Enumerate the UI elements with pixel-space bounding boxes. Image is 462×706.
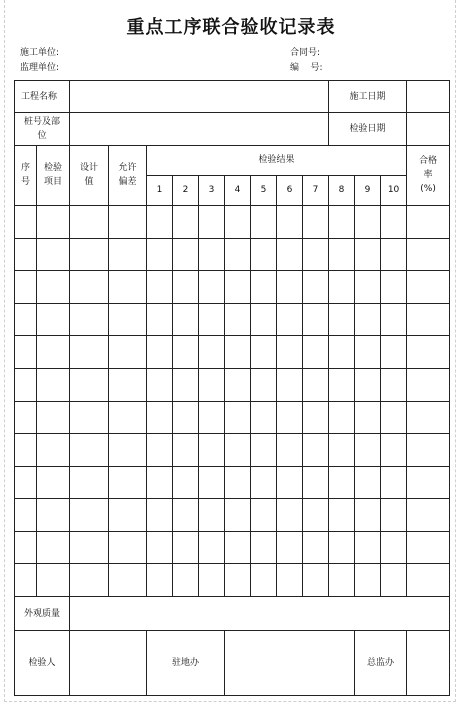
table-cell[interactable] <box>109 531 147 564</box>
table-cell[interactable] <box>329 336 355 369</box>
table-cell[interactable] <box>109 434 147 467</box>
table-cell[interactable] <box>355 303 381 336</box>
table-cell[interactable] <box>329 271 355 304</box>
table-cell[interactable] <box>37 368 70 401</box>
table-cell[interactable] <box>37 531 70 564</box>
table-cell[interactable] <box>147 401 173 434</box>
table-cell[interactable] <box>15 499 37 532</box>
col-item-header: 检验 项目 <box>37 145 70 206</box>
table-cell[interactable] <box>70 466 109 499</box>
table-cell[interactable] <box>407 434 450 467</box>
table-cell[interactable] <box>199 531 225 564</box>
table-cell[interactable] <box>251 499 277 532</box>
table-cell[interactable] <box>277 499 303 532</box>
appearance-label: 外观质量 <box>15 597 70 631</box>
table-cell[interactable] <box>109 368 147 401</box>
table-cell[interactable] <box>303 368 329 401</box>
table-row <box>15 401 450 434</box>
page-title: 重点工序联合验收记录表 <box>126 17 336 38</box>
result-col-4: 4 <box>225 175 251 205</box>
table-cell[interactable] <box>37 564 70 597</box>
table-cell[interactable] <box>355 368 381 401</box>
result-col-6: 6 <box>277 175 303 205</box>
table-cell[interactable] <box>251 531 277 564</box>
table-cell[interactable] <box>225 434 251 467</box>
table-cell[interactable] <box>225 303 251 336</box>
table-cell[interactable] <box>225 531 251 564</box>
result-col-5: 5 <box>251 175 277 205</box>
table-cell[interactable] <box>147 238 173 271</box>
table-cell[interactable] <box>15 564 37 597</box>
table-row <box>15 531 450 564</box>
table-cell[interactable] <box>251 368 277 401</box>
header-row-station <box>15 113 450 145</box>
table-cell[interactable] <box>37 336 70 369</box>
col-tolerance-header: 允许 偏差 <box>109 145 147 206</box>
table-cell[interactable] <box>173 401 199 434</box>
table-cell[interactable] <box>303 531 329 564</box>
result-col-9: 9 <box>355 175 381 205</box>
table-cell[interactable] <box>70 238 109 271</box>
chief-office-label: 总监办 <box>355 631 407 696</box>
table-cell[interactable] <box>147 271 173 304</box>
table-cell[interactable] <box>15 238 37 271</box>
table-cell[interactable] <box>37 303 70 336</box>
table-cell[interactable] <box>251 238 277 271</box>
table-cell[interactable] <box>329 238 355 271</box>
table-cell[interactable] <box>70 434 109 467</box>
table-cell[interactable] <box>355 466 381 499</box>
station-part-label: 桩号及部 位 <box>15 113 70 145</box>
table-cell[interactable] <box>15 336 37 369</box>
table-cell[interactable] <box>147 368 173 401</box>
table-cell[interactable] <box>303 434 329 467</box>
inspector-label: 检验人 <box>15 631 70 696</box>
inspection-form-table <box>14 80 450 696</box>
table-cell[interactable] <box>70 206 109 239</box>
supervision-unit-label: 监理单位: <box>20 63 60 73</box>
result-col-10: 10 <box>381 175 407 205</box>
table-cell[interactable] <box>37 206 70 239</box>
table-cell[interactable] <box>199 238 225 271</box>
table-cell[interactable] <box>303 206 329 239</box>
table-cell[interactable] <box>329 206 355 239</box>
resident-office-label: 驻地办 <box>147 631 225 696</box>
table-cell[interactable] <box>173 531 199 564</box>
chief-office-signature-field[interactable] <box>407 631 450 696</box>
col-seq-header: 序 号 <box>15 145 37 206</box>
table-row <box>15 564 450 597</box>
table-cell[interactable] <box>15 206 37 239</box>
table-cell[interactable] <box>109 336 147 369</box>
table-cell[interactable] <box>381 401 407 434</box>
table-cell[interactable] <box>173 271 199 304</box>
table-cell[interactable] <box>407 206 450 239</box>
table-cell[interactable] <box>37 499 70 532</box>
table-cell[interactable] <box>173 238 199 271</box>
table-cell[interactable] <box>37 401 70 434</box>
table-cell[interactable] <box>355 401 381 434</box>
table-row <box>15 368 450 401</box>
result-col-8: 8 <box>329 175 355 205</box>
table-cell[interactable] <box>109 499 147 532</box>
table-cell[interactable] <box>199 434 225 467</box>
table-cell[interactable] <box>329 531 355 564</box>
table-cell[interactable] <box>70 531 109 564</box>
table-cell[interactable] <box>251 271 277 304</box>
station-part-field[interactable] <box>70 113 329 145</box>
table-cell[interactable] <box>173 368 199 401</box>
table-cell[interactable] <box>355 271 381 304</box>
col-design-header: 设计 值 <box>70 145 109 206</box>
table-cell[interactable] <box>225 401 251 434</box>
number-label: 编 号: <box>290 63 323 73</box>
table-cell[interactable] <box>147 206 173 239</box>
table-cell[interactable] <box>251 303 277 336</box>
table-cell[interactable] <box>225 206 251 239</box>
table-cell[interactable] <box>15 434 37 467</box>
table-cell[interactable] <box>355 336 381 369</box>
table-cell[interactable] <box>329 564 355 597</box>
result-col-2: 2 <box>173 175 199 205</box>
table-cell[interactable] <box>355 206 381 239</box>
table-cell[interactable] <box>407 336 450 369</box>
table-cell[interactable] <box>147 466 173 499</box>
col-results-header: 检验结果 <box>147 145 407 175</box>
table-cell[interactable] <box>147 336 173 369</box>
table-cell[interactable] <box>407 401 450 434</box>
table-cell[interactable] <box>251 466 277 499</box>
table-cell[interactable] <box>70 368 109 401</box>
table-cell[interactable] <box>225 368 251 401</box>
table-cell[interactable] <box>303 564 329 597</box>
table-cell[interactable] <box>37 238 70 271</box>
appearance-field[interactable] <box>70 597 450 631</box>
table-cell[interactable] <box>225 499 251 532</box>
table-row <box>15 238 450 271</box>
table-cell[interactable] <box>147 434 173 467</box>
result-col-3: 3 <box>199 175 225 205</box>
table-cell[interactable] <box>277 434 303 467</box>
table-cell[interactable] <box>277 368 303 401</box>
table-cell[interactable] <box>109 303 147 336</box>
appearance-row <box>15 597 450 631</box>
table-cell[interactable] <box>147 303 173 336</box>
table-cell[interactable] <box>225 466 251 499</box>
table-cell[interactable] <box>173 466 199 499</box>
table-cell[interactable] <box>37 466 70 499</box>
table-cell[interactable] <box>251 336 277 369</box>
table-cell[interactable] <box>355 531 381 564</box>
table-cell[interactable] <box>303 271 329 304</box>
table-cell[interactable] <box>199 206 225 239</box>
table-cell[interactable] <box>251 564 277 597</box>
table-cell[interactable] <box>251 401 277 434</box>
table-cell[interactable] <box>329 368 355 401</box>
construction-date-label: 施工日期 <box>329 81 407 113</box>
table-cell[interactable] <box>303 238 329 271</box>
table-cell[interactable] <box>355 564 381 597</box>
table-cell[interactable] <box>407 499 450 532</box>
table-cell[interactable] <box>277 238 303 271</box>
table-cell[interactable] <box>147 531 173 564</box>
table-cell[interactable] <box>381 238 407 271</box>
table-cell[interactable] <box>173 303 199 336</box>
table-cell[interactable] <box>303 303 329 336</box>
project-name-field[interactable] <box>70 81 329 113</box>
project-name-label: 工程名称 <box>15 81 70 113</box>
table-cell[interactable] <box>355 238 381 271</box>
table-cell[interactable] <box>15 271 37 304</box>
table-cell[interactable] <box>407 564 450 597</box>
table-cell[interactable] <box>381 434 407 467</box>
table-cell[interactable] <box>15 303 37 336</box>
table-cell[interactable] <box>225 336 251 369</box>
table-cell[interactable] <box>303 499 329 532</box>
table-cell[interactable] <box>277 564 303 597</box>
table-cell[interactable] <box>199 401 225 434</box>
table-cell[interactable] <box>147 564 173 597</box>
construction-unit-label: 施工单位: <box>20 48 60 58</box>
table-cell[interactable] <box>329 466 355 499</box>
table-cell[interactable] <box>277 531 303 564</box>
table-cell[interactable] <box>15 466 37 499</box>
table-cell[interactable] <box>277 303 303 336</box>
table-cell[interactable] <box>277 336 303 369</box>
column-header-row <box>15 145 450 175</box>
table-cell[interactable] <box>37 271 70 304</box>
table-cell[interactable] <box>381 466 407 499</box>
table-cell[interactable] <box>407 238 450 271</box>
table-cell[interactable] <box>70 564 109 597</box>
table-cell[interactable] <box>109 206 147 239</box>
table-cell[interactable] <box>173 206 199 239</box>
table-cell[interactable] <box>15 401 37 434</box>
table-row <box>15 303 450 336</box>
table-row <box>15 336 450 369</box>
table-cell[interactable] <box>277 466 303 499</box>
table-cell[interactable] <box>109 401 147 434</box>
table-cell[interactable] <box>381 368 407 401</box>
table-row <box>15 206 450 239</box>
table-cell[interactable] <box>70 303 109 336</box>
table-cell[interactable] <box>355 434 381 467</box>
table-cell[interactable] <box>199 271 225 304</box>
table-cell[interactable] <box>277 206 303 239</box>
table-cell[interactable] <box>329 401 355 434</box>
table-cell[interactable] <box>199 336 225 369</box>
table-cell[interactable] <box>303 401 329 434</box>
table-cell[interactable] <box>15 368 37 401</box>
table-cell[interactable] <box>329 434 355 467</box>
table-cell[interactable] <box>70 336 109 369</box>
table-cell[interactable] <box>173 499 199 532</box>
table-cell[interactable] <box>407 368 450 401</box>
table-cell[interactable] <box>225 238 251 271</box>
table-cell[interactable] <box>407 531 450 564</box>
table-cell[interactable] <box>407 271 450 304</box>
table-cell[interactable] <box>173 434 199 467</box>
inspection-date-label: 检验日期 <box>329 113 407 145</box>
table-cell[interactable] <box>173 336 199 369</box>
table-cell[interactable] <box>199 303 225 336</box>
table-cell[interactable] <box>199 466 225 499</box>
table-cell[interactable] <box>70 271 109 304</box>
construction-date-field[interactable] <box>407 81 450 113</box>
table-cell[interactable] <box>15 531 37 564</box>
resident-office-signature-field[interactable] <box>225 631 355 696</box>
inspection-date-field[interactable] <box>407 113 450 145</box>
table-cell[interactable] <box>70 499 109 532</box>
table-cell[interactable] <box>109 271 147 304</box>
table-cell[interactable] <box>381 303 407 336</box>
table-cell[interactable] <box>381 336 407 369</box>
table-cell[interactable] <box>407 466 450 499</box>
table-cell[interactable] <box>381 531 407 564</box>
table-cell[interactable] <box>251 434 277 467</box>
table-row <box>15 499 450 532</box>
table-cell[interactable] <box>109 564 147 597</box>
data-rows <box>15 206 450 597</box>
table-cell[interactable] <box>381 564 407 597</box>
table-cell[interactable] <box>147 499 173 532</box>
table-cell[interactable] <box>109 466 147 499</box>
table-cell[interactable] <box>70 401 109 434</box>
table-cell[interactable] <box>277 401 303 434</box>
contract-no-label: 合同号: <box>290 48 321 58</box>
table-cell[interactable] <box>303 336 329 369</box>
result-col-7: 7 <box>303 175 329 205</box>
table-cell[interactable] <box>277 271 303 304</box>
table-cell[interactable] <box>173 564 199 597</box>
table-cell[interactable] <box>381 206 407 239</box>
table-cell[interactable] <box>329 499 355 532</box>
table-cell[interactable] <box>37 434 70 467</box>
table-cell[interactable] <box>381 499 407 532</box>
table-cell[interactable] <box>355 499 381 532</box>
table-cell[interactable] <box>225 564 251 597</box>
table-cell[interactable] <box>329 303 355 336</box>
inspector-signature-field[interactable] <box>70 631 147 696</box>
header-row-project <box>15 81 450 113</box>
table-cell[interactable] <box>381 271 407 304</box>
table-cell[interactable] <box>407 303 450 336</box>
table-cell[interactable] <box>109 238 147 271</box>
table-row <box>15 434 450 467</box>
table-row <box>15 466 450 499</box>
result-col-1: 1 <box>147 175 173 205</box>
table-row <box>15 271 450 304</box>
table-cell[interactable] <box>225 271 251 304</box>
table-cell[interactable] <box>199 564 225 597</box>
signature-row <box>15 631 450 696</box>
table-cell[interactable] <box>199 368 225 401</box>
table-cell[interactable] <box>199 499 225 532</box>
col-pass-rate-header: 合格 率 (%) <box>407 145 450 206</box>
table-cell[interactable] <box>251 206 277 239</box>
table-cell[interactable] <box>303 466 329 499</box>
